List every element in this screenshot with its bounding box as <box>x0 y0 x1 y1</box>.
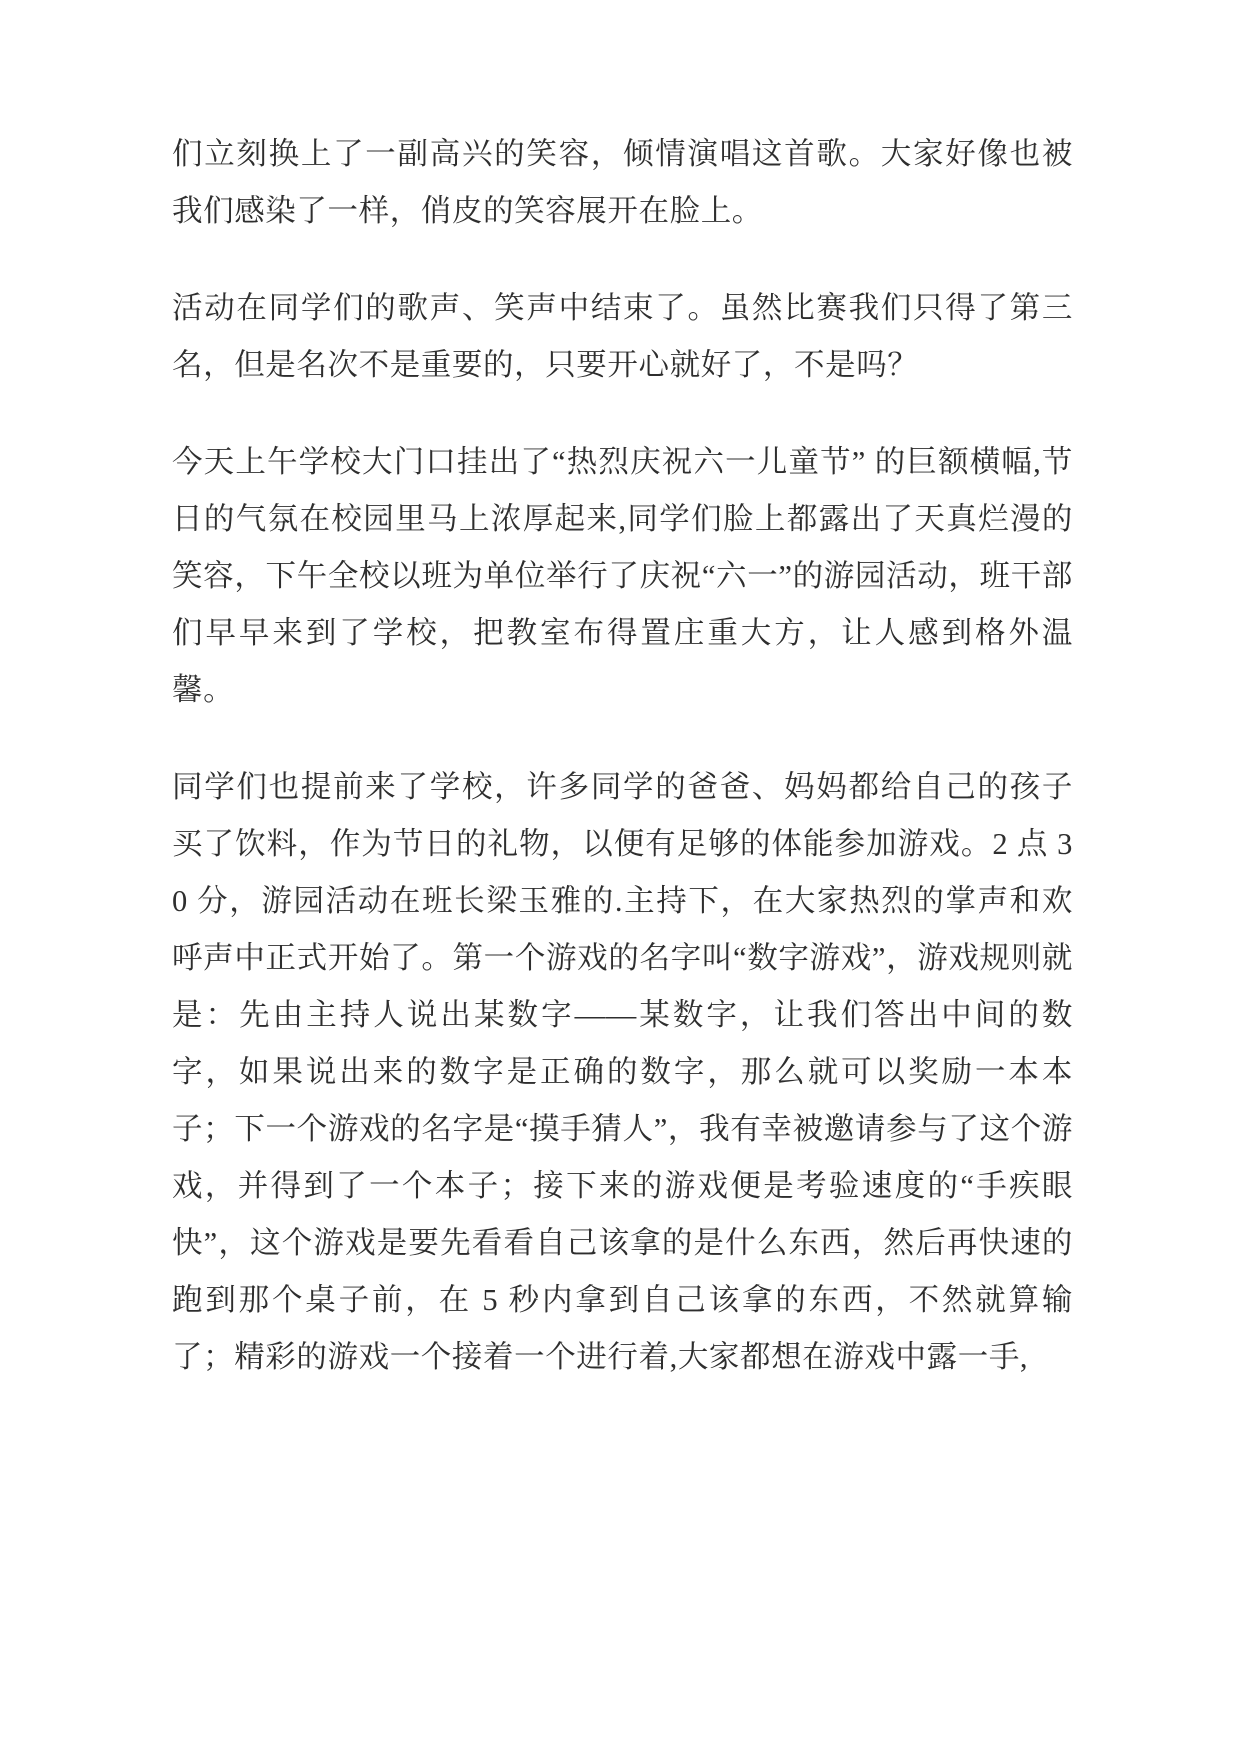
paragraph-3: 今天上午学校大门口挂出了“热烈庆祝六一儿童节” 的巨额横幅,节日的气氛在校园里马上浓厚起来,同学们脸上都露出了天真烂漫的笑容，下午全校以班为单位举行了庆祝“六一”的游园活动，班干部们早早来到了学校，把教室布得置庄重大方，让人感到格外温馨。 <box>172 445 1073 707</box>
paragraph-2: 活动在同学们的歌声、笑声中结束了。虽然比赛我们只得了第三名，但是名次不是重要的，只要开心就好了，不是吗？ <box>172 291 1073 382</box>
paragraph-1: 们立刻换上了一副高兴的笑容，倾情演唱这首歌。大家好像也被我们感染了一样，俏皮的笑容展开在脸上。 <box>172 137 1073 228</box>
document-body <box>172 126 1073 1386</box>
paragraph-4: 同学们也提前来了学校，许多同学的爸爸、妈妈都给自己的孩子买了饮料，作为节日的礼物，以便有足够的体能参加游戏。2 点 30 分，游园活动在班长梁玉雅的.主持下，在大家热烈的掌声和欢呼声中正式开始了。第一个游戏的名字叫“数字游戏”，游戏规则就是：先由主持人说出某数字——某数字，让我们答出中间的数字，如果说出来的数字是正确的数字，那么就可以奖励一本本子；下一个游戏的名字是“摸手猜人”，我有幸被邀请参与了这个游戏，并得到了一个本子；接下来的游戏便是考验速度的“手疾眼快”，这个游戏是要先看看自己该拿的是什么东西，然后再快速的跑到那个桌子前，在 5 秒内拿到自己该拿的东西，不然就算输了；精彩的游戏一个接着一个进行着,大家都想在游戏中露一手, <box>172 770 1073 1374</box>
